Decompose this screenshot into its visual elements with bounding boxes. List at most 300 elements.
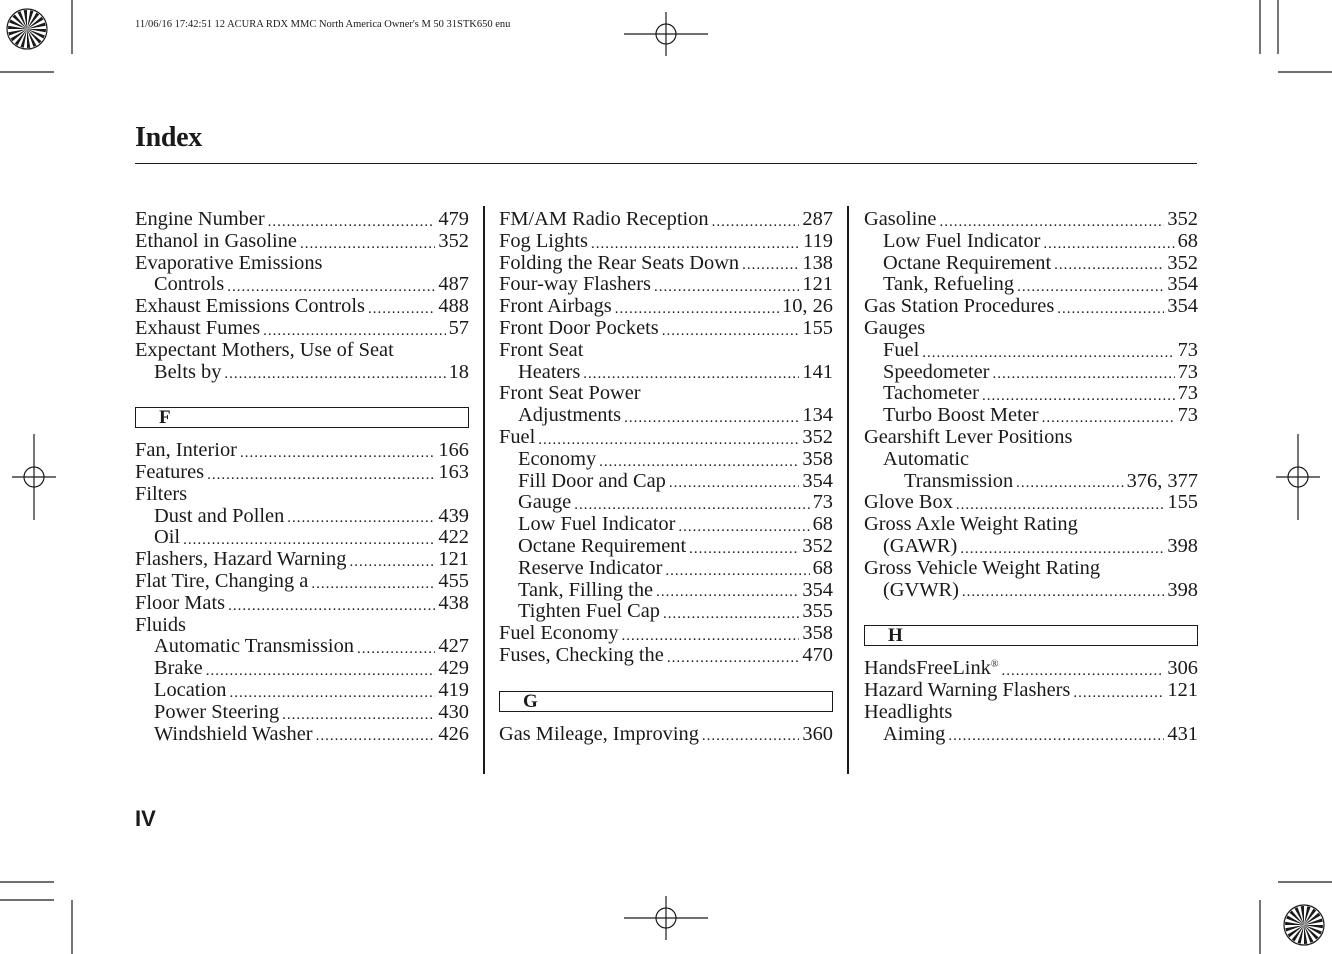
- index-entry-page: 479: [438, 208, 469, 230]
- index-entry: [499, 601, 833, 623]
- index-entry-term: [154, 274, 224, 296]
- section-spacer: [864, 601, 1198, 623]
- registered-mark: ®: [990, 659, 999, 671]
- index-entry-term: [135, 593, 225, 615]
- index-entry: [864, 724, 1198, 746]
- index-entry-term: [883, 231, 1040, 253]
- dot-leader: [939, 213, 1164, 231]
- index-entry-text: Tighten Fuel Cap: [518, 600, 660, 623]
- index-entry-term: [883, 253, 1051, 275]
- index-entry-term: [499, 318, 659, 340]
- index-entry-term: [135, 462, 204, 484]
- index-entry-term: [864, 209, 936, 231]
- dot-leader: [316, 727, 436, 745]
- index-entry: [864, 471, 1198, 493]
- dot-leader: [654, 278, 799, 296]
- dot-leader: [263, 322, 445, 340]
- registration-target-icon: [7, 9, 47, 49]
- index-entry-page: 121: [1167, 678, 1198, 701]
- section-letter-header: H: [864, 625, 1198, 646]
- index-entry-page: 487: [438, 273, 469, 296]
- index-entry-page: 121: [438, 548, 469, 571]
- dot-leader: [1057, 300, 1164, 318]
- index-entry-text: Brake: [154, 657, 203, 680]
- index-entry: [135, 253, 469, 275]
- index-entry-text: Adjustments: [518, 404, 622, 427]
- index-entry-term: [864, 514, 1078, 536]
- index-entry: [864, 536, 1198, 558]
- index-entry-page: 138: [802, 251, 833, 274]
- index-entry-page: 10, 26: [782, 295, 833, 318]
- index-entry-text: Hazard Warning Flashers: [864, 678, 1071, 701]
- index-entry-term: [154, 362, 221, 384]
- index-entry-text: Filters: [135, 482, 188, 505]
- index-entry-page: 73: [1177, 338, 1198, 361]
- index-entry-term: [883, 274, 1014, 296]
- index-entry: [499, 580, 833, 602]
- index-entry: [135, 571, 469, 593]
- index-entry: [864, 231, 1198, 253]
- index-entry-term: [499, 383, 641, 405]
- index-entry-text: Front Door Pockets: [499, 316, 659, 339]
- index-entry: [499, 362, 833, 384]
- index-entry-text: (GVWR): [883, 578, 959, 601]
- index-entry-term: [135, 440, 237, 462]
- index-entry-text: Front Seat: [499, 338, 584, 361]
- index-entry: [499, 231, 833, 253]
- index-entry-term: [864, 658, 998, 680]
- dot-leader: [206, 662, 436, 680]
- index-entry: [499, 645, 833, 667]
- index-entry-page: 68: [812, 556, 833, 579]
- index-entry: [864, 274, 1198, 296]
- dot-leader: [624, 409, 799, 427]
- index-entry: [135, 527, 469, 549]
- index-column-2: [499, 209, 833, 745]
- index-entry-term: [154, 702, 279, 724]
- index-entry: [499, 471, 833, 493]
- index-entry-term: [518, 405, 621, 427]
- index-entry-page: 352: [438, 229, 469, 252]
- index-entry: [135, 658, 469, 680]
- dot-leader: [960, 540, 1164, 558]
- index-entry-term: [883, 449, 969, 471]
- dot-leader: [357, 640, 435, 658]
- index-entry: [499, 724, 833, 746]
- index-entry-text: Tachometer: [883, 382, 979, 405]
- index-entry-text: Fuel: [499, 425, 536, 448]
- index-entry-page: 455: [438, 569, 469, 592]
- index-entry-term: [883, 536, 957, 558]
- index-entry-text: Fill Door and Cap: [518, 469, 666, 492]
- index-entry-text: Floor Mats: [135, 591, 226, 614]
- index-entry-page: 422: [438, 526, 469, 549]
- dot-leader: [1043, 235, 1174, 253]
- index-entry-term: [499, 724, 699, 746]
- index-entry-text: Features: [135, 460, 205, 483]
- index-entry-term: [499, 231, 588, 253]
- index-entry-text: Fog Lights: [499, 229, 588, 252]
- index-entry: [864, 658, 1198, 680]
- index-entry-text: Gauge: [518, 491, 572, 514]
- index-entry: [135, 724, 469, 746]
- dot-leader: [665, 562, 809, 580]
- index-entry: [864, 318, 1198, 340]
- index-entry: [499, 318, 833, 340]
- index-entry-page: 68: [1177, 229, 1198, 252]
- index-entry-text: Exhaust Emissions Controls: [135, 295, 365, 318]
- index-entry-text: Fluids: [135, 613, 186, 636]
- index-entry-text: Gross Axle Weight Rating: [864, 513, 1078, 536]
- index-entry: [499, 449, 833, 471]
- index-entry: [135, 209, 469, 231]
- dot-leader: [948, 727, 1164, 745]
- dot-leader: [992, 365, 1174, 383]
- dot-leader: [742, 256, 799, 274]
- page-title: Index: [135, 122, 202, 153]
- index-entry-term: [864, 427, 1072, 449]
- index-entry-term: [883, 724, 945, 746]
- index-entry-text: (GAWR): [883, 534, 958, 557]
- dot-leader: [311, 575, 435, 593]
- index-entry-text: Gas Mileage, Improving: [499, 722, 699, 745]
- index-entry-term: [154, 680, 226, 702]
- index-entry-page: 73: [812, 491, 833, 514]
- dot-leader: [349, 553, 435, 571]
- index-entry-page: 68: [812, 513, 833, 536]
- index-entry-text: Speedometer: [883, 360, 990, 383]
- index-entry-text: HandsFreeLink: [864, 657, 991, 680]
- index-entry-term: [499, 340, 583, 362]
- index-entry-term: [499, 623, 619, 645]
- index-entry-text: Glove Box: [864, 491, 953, 514]
- index-entry-page: 121: [802, 273, 833, 296]
- index-entry-page: 426: [438, 722, 469, 745]
- index-column-1: [135, 209, 469, 745]
- index-entry-text: Gas Station Procedures: [864, 295, 1055, 318]
- index-entry-page: 355: [802, 600, 833, 623]
- index-entry: [135, 318, 469, 340]
- index-entry-term: [518, 514, 675, 536]
- index-entry-text: FM/AM Radio Reception: [499, 208, 709, 230]
- page-number: IV: [135, 806, 156, 831]
- dot-leader: [599, 453, 799, 471]
- dot-leader: [227, 278, 435, 296]
- dot-leader: [229, 684, 435, 702]
- index-entry-page: 18: [448, 360, 469, 383]
- dot-leader: [1042, 409, 1175, 427]
- dot-leader: [663, 605, 799, 623]
- index-entry: [864, 702, 1198, 724]
- index-entry: [499, 492, 833, 514]
- index-entry-page: 57: [448, 316, 469, 339]
- index-entry: [135, 702, 469, 724]
- index-entry: [135, 440, 469, 462]
- index-entry-text: Front Seat Power: [499, 382, 641, 405]
- index-entry-text: Gasoline: [864, 208, 937, 230]
- index-entry: [135, 615, 469, 637]
- index-entry-term: [518, 362, 580, 384]
- dot-leader: [669, 474, 800, 492]
- index-entry-page: 155: [1167, 491, 1198, 514]
- index-entry-page: 358: [802, 447, 833, 470]
- dot-leader: [702, 727, 800, 745]
- index-entry: [135, 362, 469, 384]
- index-entry-page: 306: [1167, 657, 1198, 680]
- index-entry-term: [499, 645, 664, 667]
- dot-leader: [1017, 278, 1164, 296]
- index-entry-term: [135, 209, 265, 231]
- index-entry-page: 354: [1167, 295, 1198, 318]
- index-entry-page: 141: [802, 360, 833, 383]
- dot-leader: [689, 540, 799, 558]
- index-entry-text: Octane Requirement: [518, 534, 687, 557]
- index-entry-page: 73: [1177, 360, 1198, 383]
- index-entry-text: Gross Vehicle Weight Rating: [864, 556, 1101, 579]
- dot-leader: [228, 597, 435, 615]
- index-entry-term: [864, 558, 1100, 580]
- index-entry-text: Four-way Flashers: [499, 273, 651, 296]
- index-entry-term: [518, 492, 571, 514]
- dot-leader: [287, 509, 435, 527]
- index-entry-text: Transmission: [904, 469, 1014, 492]
- index-entry-text: Front Airbags: [499, 295, 612, 318]
- index-entry-text: Economy: [518, 447, 597, 470]
- index-entry-term: [135, 296, 365, 318]
- index-entry-text: Fuses, Checking the: [499, 643, 664, 666]
- index-entry: [499, 427, 833, 449]
- dot-leader: [962, 583, 1165, 601]
- index-entry-page: 488: [438, 295, 469, 318]
- index-entry: [499, 253, 833, 275]
- index-entry: [864, 558, 1198, 580]
- index-entry-page: 360: [802, 722, 833, 745]
- index-entry-text: Low Fuel Indicator: [518, 513, 676, 536]
- index-entry-term: [864, 492, 953, 514]
- index-entry: [864, 580, 1198, 602]
- dot-leader: [662, 322, 800, 340]
- index-entry-term: [518, 558, 662, 580]
- index-entry: [864, 340, 1198, 362]
- index-entry-page: 439: [438, 504, 469, 527]
- index-entry-text: Flashers, Hazard Warning: [135, 548, 347, 571]
- index-entry-page: 470: [802, 643, 833, 666]
- index-entry-page: 398: [1167, 578, 1198, 601]
- index-entry-term: [883, 362, 989, 384]
- print-slug-line: 11/06/16 17:42:51 12 ACURA RDX MMC North America Owner's M 50 31STK650 enu: [135, 19, 511, 30]
- dot-leader: [622, 627, 800, 645]
- section-spacer: [499, 667, 833, 689]
- index-entry: [499, 514, 833, 536]
- index-entry: [864, 405, 1198, 427]
- index-entry-term: [135, 615, 186, 637]
- dot-leader: [300, 235, 435, 253]
- index-entry-term: [499, 274, 651, 296]
- index-entry-term: [883, 580, 959, 602]
- index-entry-page: 354: [802, 469, 833, 492]
- index-entry-term: [518, 536, 686, 558]
- section-spacer: [135, 383, 469, 405]
- index-entry: [864, 492, 1198, 514]
- index-entry: [135, 462, 469, 484]
- dot-leader: [368, 300, 435, 318]
- index-entry-page: 429: [438, 657, 469, 680]
- dot-leader: [656, 583, 799, 601]
- index-entry-term: [883, 405, 1039, 427]
- index-entry-term: [135, 318, 260, 340]
- index-entry-term: [135, 484, 187, 506]
- index-entry-text: Low Fuel Indicator: [883, 229, 1041, 252]
- index-entry: [135, 296, 469, 318]
- column-divider: [847, 206, 849, 774]
- index-entry-text: Heaters: [518, 360, 581, 383]
- index-entry: [135, 593, 469, 615]
- section-letter-header: F: [135, 407, 469, 428]
- index-entry-term: [154, 658, 203, 680]
- index-entry-page: 163: [438, 460, 469, 483]
- dot-leader: [1054, 256, 1164, 274]
- index-entry: [864, 296, 1198, 318]
- index-entry-page: 398: [1167, 534, 1198, 557]
- index-entry-page: 134: [802, 404, 833, 427]
- index-entry-page: 354: [802, 578, 833, 601]
- index-column-3: [864, 209, 1198, 745]
- index-entry-term: [135, 340, 394, 362]
- index-entry-text: Power Steering: [154, 700, 280, 723]
- dot-leader: [207, 466, 435, 484]
- index-entry-page: 438: [438, 591, 469, 614]
- index-entry-text: Flat Tire, Changing a: [135, 569, 309, 592]
- index-entry-term: [499, 427, 535, 449]
- index-entry: [499, 296, 833, 318]
- registration-target-icon: [1284, 905, 1324, 945]
- dot-leader: [615, 300, 779, 318]
- dot-leader: [712, 213, 800, 231]
- index-entry: [499, 405, 833, 427]
- index-entry-text: Expectant Mothers, Use of Seat: [135, 338, 394, 361]
- index-entry-text: Fan, Interior: [135, 439, 237, 462]
- index-entry-term: [499, 209, 709, 231]
- index-entry-page: 352: [1167, 208, 1198, 230]
- index-entry-page: 73: [1177, 404, 1198, 427]
- index-entry-page: 358: [802, 622, 833, 645]
- index-entry-term: [154, 636, 354, 658]
- dot-leader: [922, 344, 1174, 362]
- index-entry: [499, 383, 833, 405]
- index-entry: [499, 340, 833, 362]
- index-entry-page: 155: [802, 316, 833, 339]
- index-entry: [864, 514, 1198, 536]
- index-entry-text: Reserve Indicator: [518, 556, 663, 579]
- index-entry-text: Evaporative Emissions: [135, 251, 323, 274]
- index-entry-text: Fuel: [883, 338, 920, 361]
- index-entry-text: Location: [154, 678, 227, 701]
- index-entry-term: [864, 702, 952, 724]
- index-entry-text: Tank, Filling the: [518, 578, 654, 601]
- index-entry-term: [518, 580, 653, 602]
- index-entry: [864, 680, 1198, 702]
- index-entry-term: [499, 253, 739, 275]
- index-entry-text: Engine Number: [135, 208, 265, 230]
- index-entry: [135, 506, 469, 528]
- dot-leader: [678, 518, 809, 536]
- dot-leader: [282, 706, 435, 724]
- index-entry-term: [154, 724, 313, 746]
- index-entry: [864, 427, 1198, 449]
- index-entry: [135, 636, 469, 658]
- dot-leader: [982, 387, 1175, 405]
- dot-leader: [538, 431, 799, 449]
- index-entry-text: Windshield Washer: [154, 722, 313, 745]
- index-entry: [864, 383, 1198, 405]
- index-entry-text: Exhaust Fumes: [135, 316, 261, 339]
- index-entry-page: 287: [802, 208, 833, 230]
- index-entry: [864, 253, 1198, 275]
- index-entry-term: [154, 527, 180, 549]
- index-entry: [499, 209, 833, 231]
- index-entry: [499, 536, 833, 558]
- index-entry-page: 427: [438, 635, 469, 658]
- index-entry: [864, 209, 1198, 231]
- index-entry-text: Gearshift Lever Positions: [864, 425, 1073, 448]
- index-entry-text: Octane Requirement: [883, 251, 1052, 274]
- index-entry-term: [518, 601, 660, 623]
- dot-leader: [268, 213, 436, 231]
- index-entry-term: [135, 231, 297, 253]
- index-entry: [135, 680, 469, 702]
- index-entry-text: Dust and Pollen: [154, 504, 285, 527]
- index-entry: [135, 231, 469, 253]
- dot-leader: [591, 235, 800, 253]
- index-entry-text: Turbo Boost Meter: [883, 404, 1039, 427]
- index-entry: [864, 362, 1198, 384]
- index-entry-term: [135, 253, 322, 275]
- dot-leader: [574, 496, 809, 514]
- index-entry-term: [135, 549, 346, 571]
- index-entry-page: 166: [438, 439, 469, 462]
- index-entry-text: Gauges: [864, 316, 926, 339]
- index-entry: [135, 484, 469, 506]
- index-entry: [135, 340, 469, 362]
- index-entry-text: Automatic Transmission: [154, 635, 354, 658]
- index-entry-text: Headlights: [864, 700, 953, 723]
- index-entry-term: [135, 571, 308, 593]
- dot-leader: [667, 649, 800, 667]
- index-entry: [135, 549, 469, 571]
- dot-leader: [240, 444, 435, 462]
- index-entry-text: Belts by: [154, 360, 222, 383]
- column-divider: [483, 206, 485, 774]
- index-entry-term: [154, 506, 284, 528]
- index-entry-page: 419: [438, 678, 469, 701]
- index-entry: [135, 274, 469, 296]
- dot-leader: [956, 496, 1164, 514]
- dot-leader: [1016, 474, 1123, 492]
- index-entry-text: Tank, Refueling: [883, 273, 1015, 296]
- index-entry-term: [883, 340, 919, 362]
- index-entry-page: 73: [1177, 382, 1198, 405]
- index-entry-text: Controls: [154, 273, 225, 296]
- index-entry: [864, 449, 1198, 471]
- index-entry-term: [883, 383, 979, 405]
- index-entry: [499, 274, 833, 296]
- index-entry-text: Oil: [154, 526, 181, 549]
- index-entry-page: 354: [1167, 273, 1198, 296]
- index-entry-text: Automatic: [883, 447, 970, 470]
- index-entry-page: 352: [1167, 251, 1198, 274]
- dot-leader: [583, 365, 799, 383]
- index-entry-page: 430: [438, 700, 469, 723]
